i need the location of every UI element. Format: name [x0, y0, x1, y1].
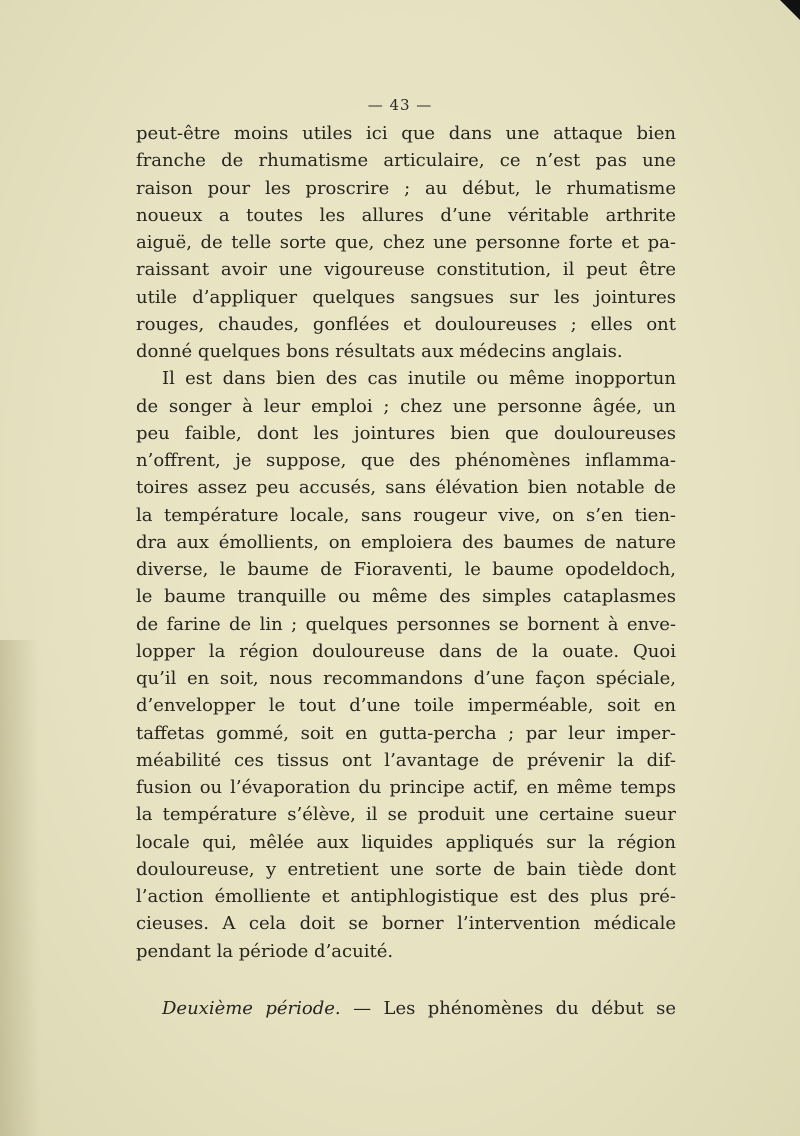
text-line: franche de rhumatisme articulaire, ce n’est pas une	[136, 150, 676, 172]
text-line: raison pour les proscrire ; au début, le rhumatisme	[136, 177, 676, 199]
text-line: de farine de lin ; quelques personnes se bornent à enve-	[136, 613, 676, 635]
paragraph-2	[136, 365, 676, 965]
section-title: Deuxième période.	[162, 997, 341, 1019]
text-line: le baume tranquille ou même des simples cataplasmes	[136, 586, 676, 608]
text-line: utile d’appliquer quelques sangsues sur les jointures	[136, 286, 676, 308]
text-line: l’action émolliente et antiphlogistique est des plus pré-	[136, 886, 676, 907]
section-heading-line	[136, 995, 676, 1022]
text-line: dra aux émollients, on emploiera des baumes de nature	[136, 531, 676, 553]
text-line: taffetas gommé, soit en gutta-percha ; par leur imper-	[136, 722, 676, 744]
text-line: n’offrent, je suppose, que des phénomènes inflamma-	[136, 450, 676, 471]
text-line: d’envelopper le tout d’une toile imperméable, soit en	[136, 695, 676, 717]
body-text	[136, 120, 676, 1022]
text-line: noueux a toutes les allures d’une véritable arthrite	[136, 204, 676, 226]
text-line: méabilité ces tissus ont l’avantage de prévenir la dif-	[136, 749, 676, 771]
section-text: — Les phénomènes du début se	[353, 997, 676, 1019]
text-line: la température locale, sans rougeur vive, on s’en tien-	[136, 504, 676, 526]
text-line: toires assez peu accusés, sans élévation bien notable de	[136, 477, 676, 499]
text-line: qu’il en soit, nous recommandons d’une façon spéciale,	[136, 668, 676, 689]
paragraph-1	[136, 120, 676, 365]
text-line: peu faible, dont les jointures bien que douloureuses	[136, 422, 676, 444]
corner-fold-mark	[780, 0, 800, 20]
text-line: douloureuse, y entretient une sorte de bain tiède dont	[136, 858, 676, 880]
text-line: locale qui, mêlée aux liquides appliqués sur la région	[136, 831, 676, 853]
text-line: rouges, chaudes, gonflées et douloureuses ; elles ont	[136, 313, 676, 335]
section-spacer	[136, 965, 676, 995]
text-line: fusion ou l’évaporation du principe actif, en même temps	[136, 777, 676, 798]
text-line: aiguë, de telle sorte que, chez une personne forte et pa-	[136, 232, 676, 253]
text-line: donné quelques bons résultats aux médecins anglais.	[136, 341, 623, 362]
page-edge-shadow	[0, 640, 40, 1136]
text-line: cieuses. A cela doit se borner l’intervention médicale	[136, 913, 676, 935]
text-line: la température s’élève, il se produit une certaine sueur	[136, 804, 676, 826]
text-line: Il est dans bien des cas inutile ou même inopportun	[162, 368, 676, 390]
text-line: raissant avoir une vigoureuse constitution, il peut être	[136, 259, 676, 281]
text-line: diverse, le baume de Fioraventi, le baume opodeldoch,	[136, 559, 676, 580]
page-number: — 43 —	[367, 96, 433, 114]
text-line: lopper la région douloureuse dans de la ouate. Quoi	[136, 640, 676, 662]
text-line: pendant la période d’acuité.	[136, 940, 394, 962]
text-line: peut-être moins utiles ici que dans une attaque bien	[136, 123, 676, 144]
text-line: de songer à leur emploi ; chez une personne âgée, un	[136, 395, 676, 417]
